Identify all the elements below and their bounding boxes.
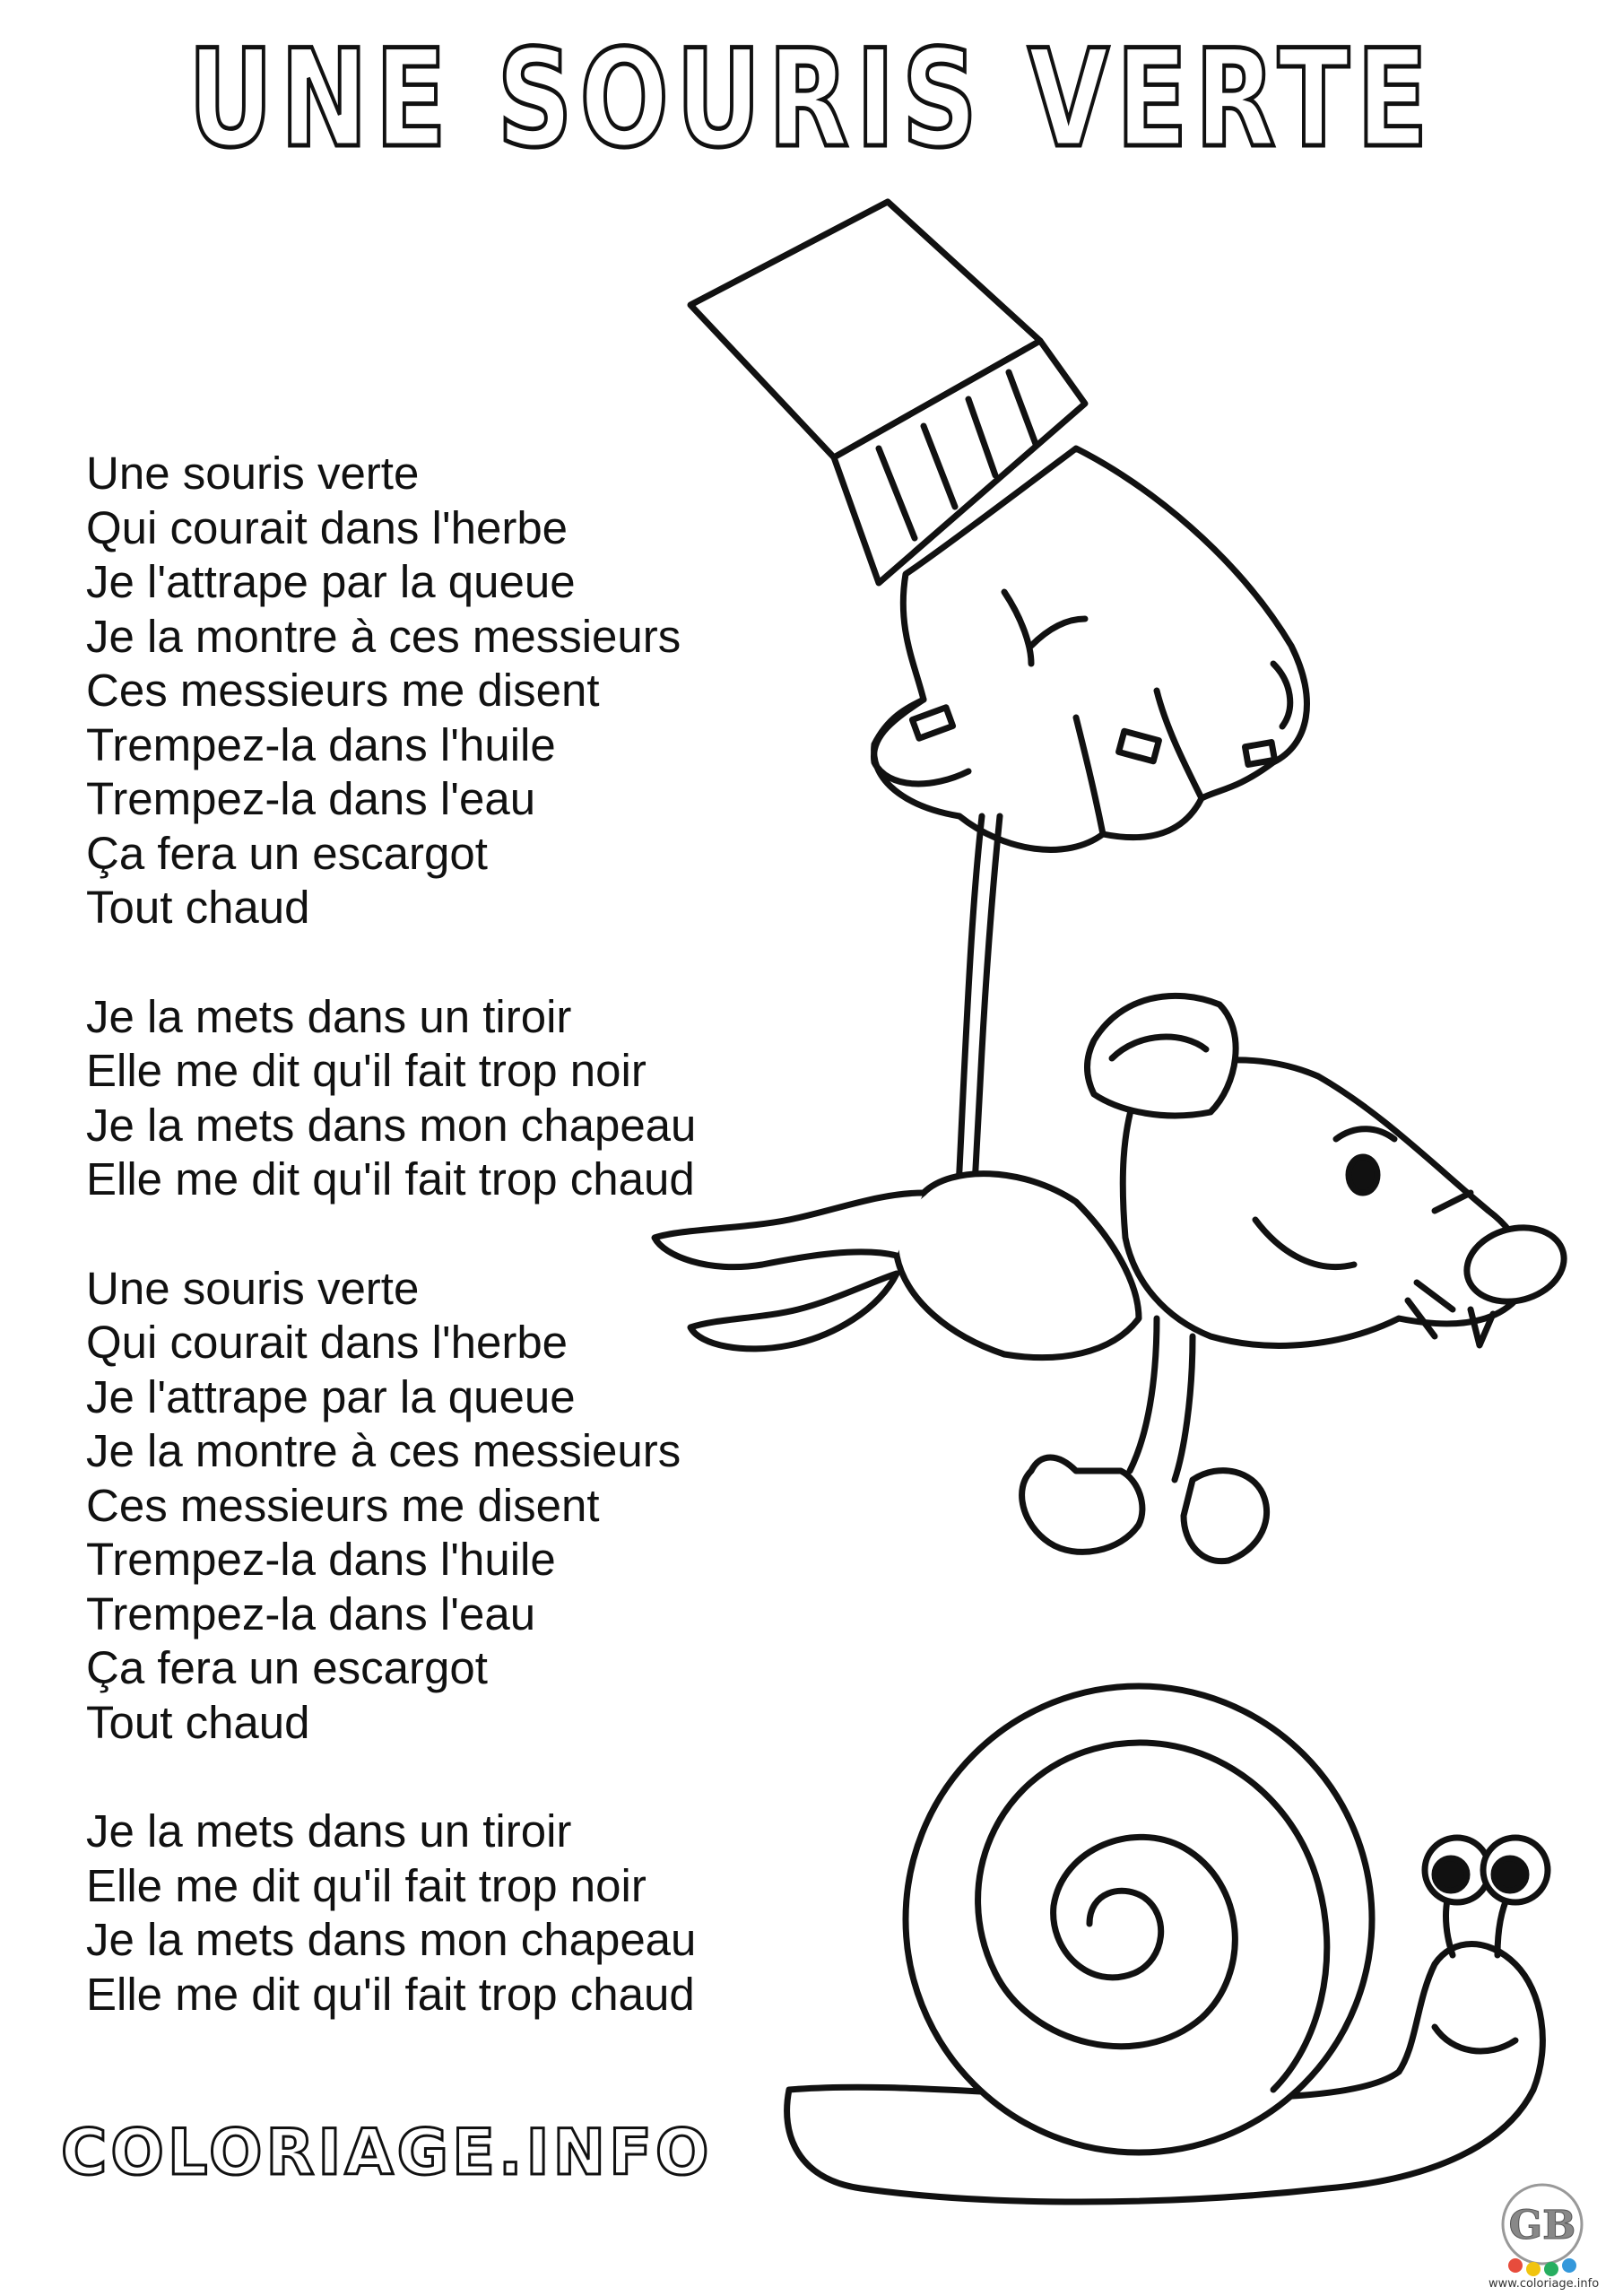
stanza-2 [86,990,893,1207]
lyric-line: Ça fera un escargot [86,1642,488,1693]
stanza-4 [86,1805,893,2022]
lyric-line: Une souris verte [86,448,420,499]
lyric-line: Je l'attrape par la queue [86,1370,576,1422]
lyric-line: Je la montre à ces messieurs [86,1425,681,1476]
lyric-line: Je la mets dans mon chapeau [86,1914,697,1965]
lyric-line: Je la mets dans mon chapeau [86,1099,697,1151]
lyric-line: Trempez-la dans l'eau [86,773,536,824]
lyric-line: Je la mets dans un tiroir [86,1805,572,1857]
lyric-line: Je la montre à ces messieurs [86,610,681,662]
lyric-line: Ces messieurs me disent [86,1479,600,1531]
lyric-line: Trempez-la dans l'eau [86,1587,536,1639]
stanza-1 [86,447,893,935]
lyric-line: Ça fera un escargot [86,827,488,879]
brand-logo-text: COLORIAGE.INFO [61,2116,713,2189]
lyric-line: Qui courait dans l'herbe [86,501,568,553]
watermark-logo-icon [1493,2179,1592,2278]
lyric-line: Je l'attrape par la queue [86,556,576,607]
lyric-line: Elle me dit qu'il fait trop chaud [86,1968,695,2020]
lyric-line: Elle me dit qu'il fait trop chaud [86,1153,695,1205]
watermark-site: www.coloriage.info [1488,2277,1600,2291]
page-title: UNE SOURIS VERTE [187,22,1436,178]
lyric-line: Une souris verte [86,1262,420,1314]
lyric-line: Tout chaud [86,1696,310,1748]
watermark-logo-text: GB [1508,2203,1576,2248]
snail-icon [787,1686,1548,2202]
lyric-line: Tout chaud [86,882,310,933]
lyric-line: Trempez-la dans l'huile [86,718,556,770]
stanza-3 [86,1262,893,1751]
lyrics [86,447,893,2076]
lyric-line: Je la mets dans un tiroir [86,990,572,1042]
lyric-line: Ces messieurs me disent [86,665,600,716]
lyric-line: Elle me dit qu'il fait trop noir [86,1045,647,1096]
lyric-line: Qui courait dans l'herbe [86,1317,568,1368]
lyric-line: Elle me dit qu'il fait trop noir [86,1859,647,1911]
lyric-line: Trempez-la dans l'huile [86,1534,556,1585]
